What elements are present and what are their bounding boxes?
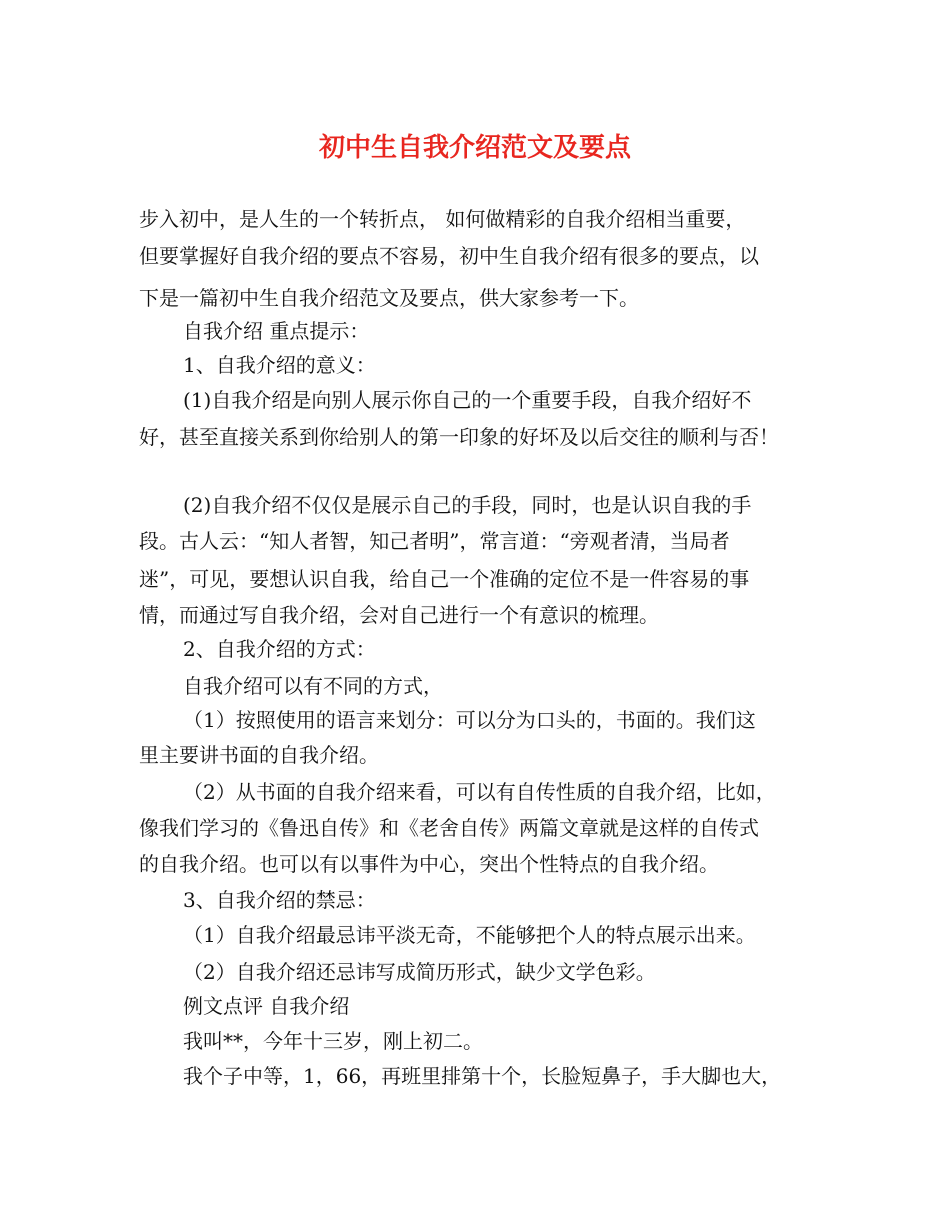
body-line: 自我介绍 重点提示： bbox=[183, 319, 370, 343]
body-line: 段。古人云：“知人者智，知己者明”，常言道：“旁观者清，当局者 bbox=[139, 529, 730, 553]
body-line: 2、自我介绍的方式： bbox=[183, 637, 376, 661]
body-line: 的自我介绍。也可以有以事件为中心，突出个性特点的自我介绍。 bbox=[139, 852, 719, 876]
body-line: 像我们学习的《鲁迅自传》和《老舍自传》两篇文章就是这样的自传式 bbox=[139, 816, 759, 840]
body-line: 但要掌握好自我介绍的要点不容易，初中生自我介绍有很多的要点，以 bbox=[139, 244, 759, 268]
body-line: 步入初中，是人生的一个转折点， 如何做精彩的自我介绍相当重要， bbox=[139, 207, 746, 231]
body-line: （1）自我介绍最忌讳平淡无奇，不能够把个人的特点展示出来。 bbox=[183, 923, 756, 947]
body-line: 我个子中等，1，66，再班里排第十个，长脸短鼻子，手大脚也大， bbox=[183, 1064, 782, 1088]
body-line: 里主要讲书面的自我介绍。 bbox=[139, 743, 379, 767]
body-line: 下是一篇初中生自我介绍范文及要点，供大家参考一下。 bbox=[139, 286, 639, 310]
body-line: 例文点评 自我介绍 bbox=[183, 994, 350, 1018]
body-line: （2）从书面的自我介绍来看，可以有自传性质的自我介绍，比如， bbox=[183, 780, 776, 804]
document-title: 初中生自我介绍范文及要点 bbox=[318, 133, 631, 163]
body-line: 迷”，可见，要想认识自我，给自己一个准确的定位不是一件容易的事 bbox=[139, 567, 750, 591]
body-line: (2)自我介绍不仅仅是展示自己的手段，同时，也是认识自我的手 bbox=[183, 493, 752, 517]
body-line: 情，而通过写自我介绍，会对自己进行一个有意识的梳理。 bbox=[139, 603, 659, 627]
body-line: 3、自我介绍的禁忌： bbox=[183, 888, 376, 912]
body-line: （1）按照使用的语言来划分：可以分为口头的，书面的。我们这 bbox=[183, 708, 756, 732]
body-line: 好，甚至直接关系到你给别人的第一印象的好坏及以后交往的顺利与否！ bbox=[139, 425, 779, 449]
body-line: 我叫**，今年十三岁，刚上初二。 bbox=[183, 1029, 483, 1053]
body-line: 1、自我介绍的意义： bbox=[183, 353, 376, 377]
body-line: （2）自我介绍还忌讳写成简历形式，缺少文学色彩。 bbox=[183, 960, 656, 984]
body-line: (1)自我介绍是向别人展示你自己的一个重要手段，自我介绍好不 bbox=[183, 388, 752, 412]
body-line: 自我介绍可以有不同的方式， bbox=[183, 674, 443, 698]
